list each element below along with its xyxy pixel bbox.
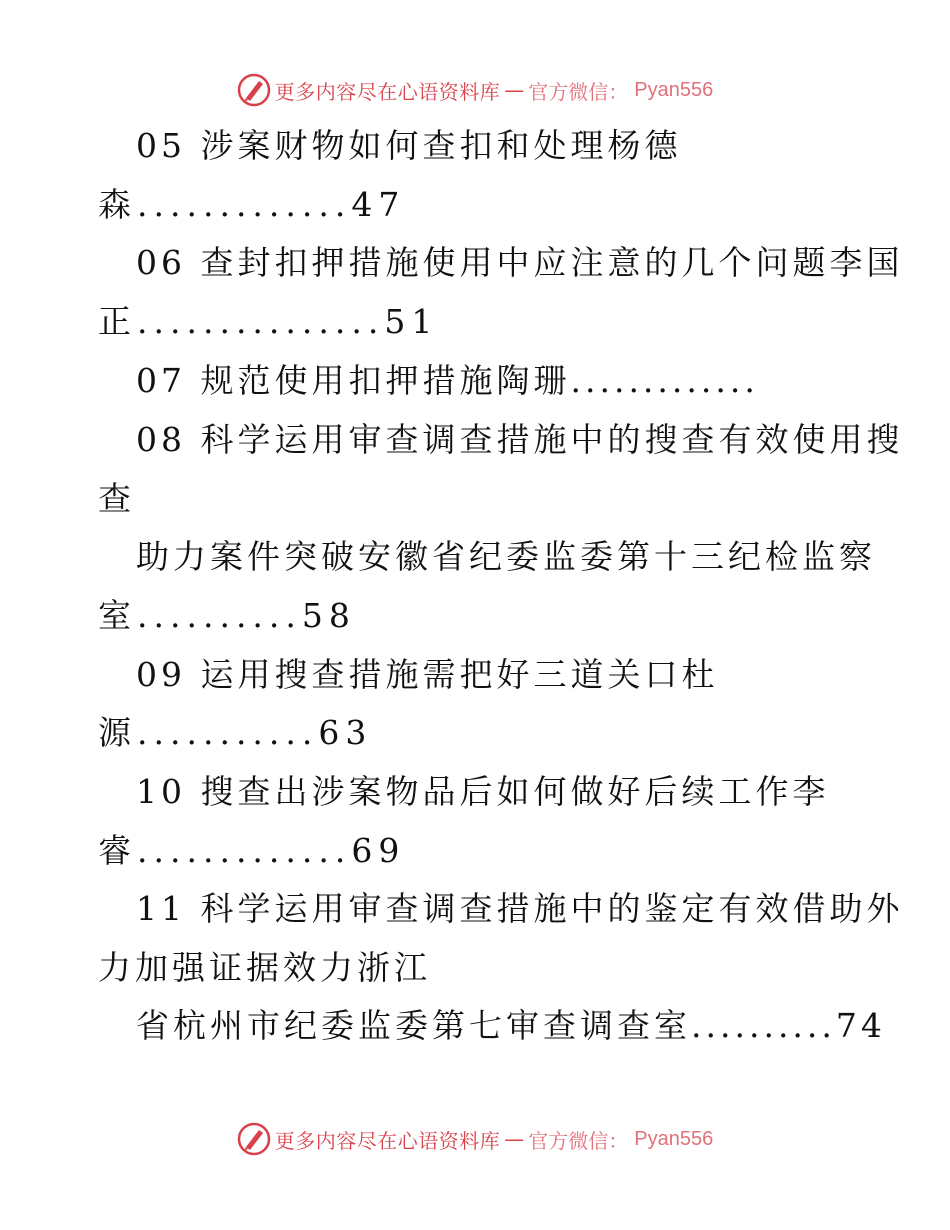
toc-line: 05 涉案财物如何查扣和处理杨德 — [136, 126, 682, 165]
footer-wechat-id: Pyan556 — [634, 1127, 714, 1150]
footer-banner — [0, 1119, 950, 1159]
toc-line: 08 科学运用审查调查措施中的搜查有效使用搜 — [136, 420, 904, 459]
toc-line: 力加强证据效力浙江 — [98, 948, 431, 987]
toc-line: 10 搜查出涉案物品后如何做好后续工作李 — [136, 772, 830, 811]
header-banner — [0, 70, 950, 110]
footer-wechat-label: 官方微信： — [528, 1128, 629, 1153]
toc-line: 助力案件突破安徽省纪委监委第十三纪检监察 — [136, 537, 876, 576]
toc-line: 正...............51 — [98, 302, 439, 341]
toc-line: 11 科学运用审查调查措施中的鉴定有效借助外 — [136, 889, 904, 928]
toc-line: 09 运用搜查措施需把好三道关口杜 — [136, 655, 719, 694]
toc-line: 07 规范使用扣押措施陶珊............. — [136, 361, 759, 400]
toc-line: 睿.............69 — [98, 831, 406, 870]
header-separator: — — [504, 78, 525, 102]
toc-line: 源...........63 — [98, 713, 373, 752]
header-text: 更多内容尽在心语资料库 — [274, 79, 501, 104]
header-wechat-id: Pyan556 — [634, 78, 714, 101]
toc-line: 查 — [98, 479, 135, 518]
footer-separator: — — [504, 1127, 525, 1151]
toc-line: 06 查封扣押措施使用中应注意的几个问题李国 — [136, 243, 904, 282]
header-wechat-label: 官方微信： — [528, 79, 629, 104]
pen-logo-icon — [237, 73, 271, 107]
toc-line: 省杭州市纪委监委第七审查调查室..........74 — [136, 1006, 886, 1045]
toc-line: 室..........58 — [98, 596, 356, 635]
footer-text: 更多内容尽在心语资料库 — [274, 1128, 501, 1153]
toc-line: 森.............47 — [98, 185, 406, 224]
pen-logo-icon — [237, 1122, 271, 1156]
